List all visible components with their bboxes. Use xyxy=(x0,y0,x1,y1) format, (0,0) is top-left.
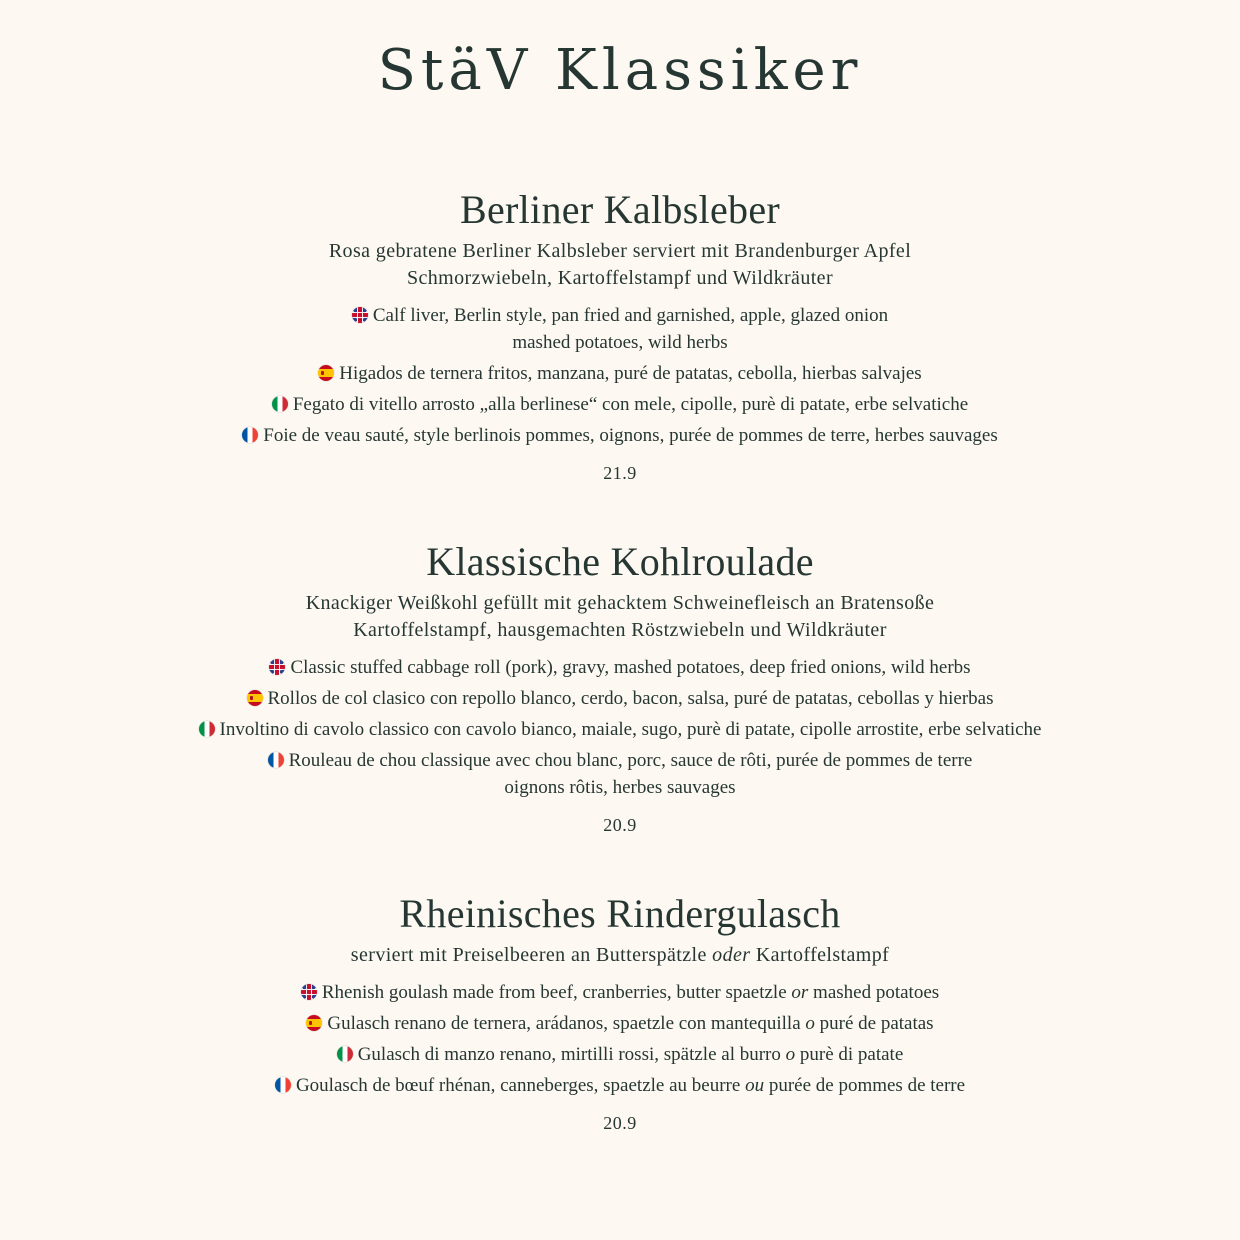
translation-emphasis: ou xyxy=(745,1075,765,1096)
translation-en xyxy=(0,979,1240,1006)
dish-description xyxy=(0,590,1240,644)
translation-text: mashed potatoes, wild herbs xyxy=(512,332,728,353)
dish-rheinisches-rindergulasch xyxy=(0,890,1240,1135)
description-text: serviert mit Preiselbeeren an Butterspätzle xyxy=(350,944,713,966)
italy-flag-icon xyxy=(337,1046,353,1062)
france-flag-icon xyxy=(268,752,284,768)
spain-flag-icon xyxy=(306,1015,322,1031)
dish-price: 20.9 xyxy=(603,815,637,835)
translation-text: Calf liver, Berlin style, pan fried and garnished, apple, glazed onion xyxy=(372,305,889,326)
page-title: StäV Klassiker xyxy=(377,38,863,103)
dish-klassische-kohlroulade xyxy=(0,538,1240,837)
uk-flag-icon xyxy=(301,984,317,1000)
translation-text: Involtino di cavolo classico con cavolo bianco, maiale, sugo, purè di patate, cipolle arrostite, erbe selvatiche xyxy=(219,719,1042,740)
dish-price: 21.9 xyxy=(603,463,637,483)
italy-flag-icon xyxy=(199,721,215,737)
translation-it xyxy=(0,716,1240,743)
dish-name: Klassische Kohlroulade xyxy=(426,539,814,584)
translation-text: Goulasch de bœuf rhénan, canneberges, spaetzle au beurre xyxy=(295,1075,746,1096)
dish-name: Berliner Kalbsleber xyxy=(459,187,781,232)
translation-fr xyxy=(0,1072,1240,1099)
description-line: Kartoffelstampf, hausgemachten Röstzwiebeln und Wildkräuter xyxy=(353,619,887,641)
spain-flag-icon xyxy=(247,690,263,706)
description-line: Rosa gebratene Berliner Kalbsleber serviert mit Brandenburger Apfel xyxy=(328,240,912,262)
dish-price: 20.9 xyxy=(603,1113,637,1133)
translation-text: Rouleau de chou classique avec chou blanc, porc, sauce de rôti, purée de pommes de terre xyxy=(288,750,973,771)
translation-text: Rollos de col clasico con repollo blanco, cerdo, bacon, salsa, puré de patatas, cebollas y hierbas xyxy=(267,688,994,709)
translation-emphasis: o xyxy=(805,1013,815,1034)
translation-text: puré de patatas xyxy=(814,1013,934,1034)
translation-text: purè di patate xyxy=(795,1044,904,1065)
dish-description xyxy=(0,238,1240,292)
dish-description xyxy=(0,942,1240,969)
translation-it xyxy=(0,391,1240,418)
translation-it xyxy=(0,1041,1240,1068)
france-flag-icon xyxy=(275,1077,291,1093)
translation-en xyxy=(0,302,1240,356)
description-text: Kartoffelstampf xyxy=(750,944,890,966)
uk-flag-icon xyxy=(352,307,368,323)
dish-berliner-kalbsleber xyxy=(0,186,1240,485)
translation-text: mashed potatoes xyxy=(808,982,940,1003)
translation-text: oignons rôtis, herbes sauvages xyxy=(504,777,736,798)
translation-text: Foie de veau sauté, style berlinois pommes, oignons, purée de pommes de terre, herbes sauvages xyxy=(263,425,998,446)
translation-text: Classic stuffed cabbage roll (pork), gravy, mashed potatoes, deep fried onions, wild herbs xyxy=(290,657,971,678)
uk-flag-icon xyxy=(269,659,285,675)
italy-flag-icon xyxy=(272,396,288,412)
translation-es xyxy=(0,685,1240,712)
translation-text: Fegato di vitello arrosto „alla berlinese“ con mele, cipolle, purè di patate, erbe selvatiche xyxy=(292,394,969,415)
translation-emphasis: or xyxy=(791,982,809,1003)
translation-text: Gulasch renano de ternera, arádanos, spaetzle con mantequilla xyxy=(327,1013,806,1034)
translation-fr xyxy=(0,422,1240,449)
translation-fr xyxy=(0,747,1240,801)
dish-name: Rheinisches Rindergulasch xyxy=(399,891,841,936)
translation-es xyxy=(0,1010,1240,1037)
translation-es xyxy=(0,360,1240,387)
description-emphasis: oder xyxy=(712,944,751,966)
spain-flag-icon xyxy=(318,365,334,381)
translation-emphasis: o xyxy=(785,1044,796,1065)
france-flag-icon xyxy=(242,427,258,443)
translation-text: Gulasch di manzo renano, mirtilli rossi, spätzle al burro xyxy=(357,1044,786,1065)
translation-en xyxy=(0,654,1240,681)
translation-text: Higados de ternera fritos, manzana, puré de patatas, cebolla, hierbas salvajes xyxy=(339,363,922,384)
description-line: Knackiger Weißkohl gefüllt mit gehacktem Schweinefleisch an Bratensoße xyxy=(305,592,935,614)
translation-text: purée de pommes de terre xyxy=(764,1075,966,1096)
translation-text: Rhenish goulash made from beef, cranberries, butter spaetzle xyxy=(321,982,792,1003)
description-line: Schmorzwiebeln, Kartoffelstampf und Wildkräuter xyxy=(406,267,834,289)
